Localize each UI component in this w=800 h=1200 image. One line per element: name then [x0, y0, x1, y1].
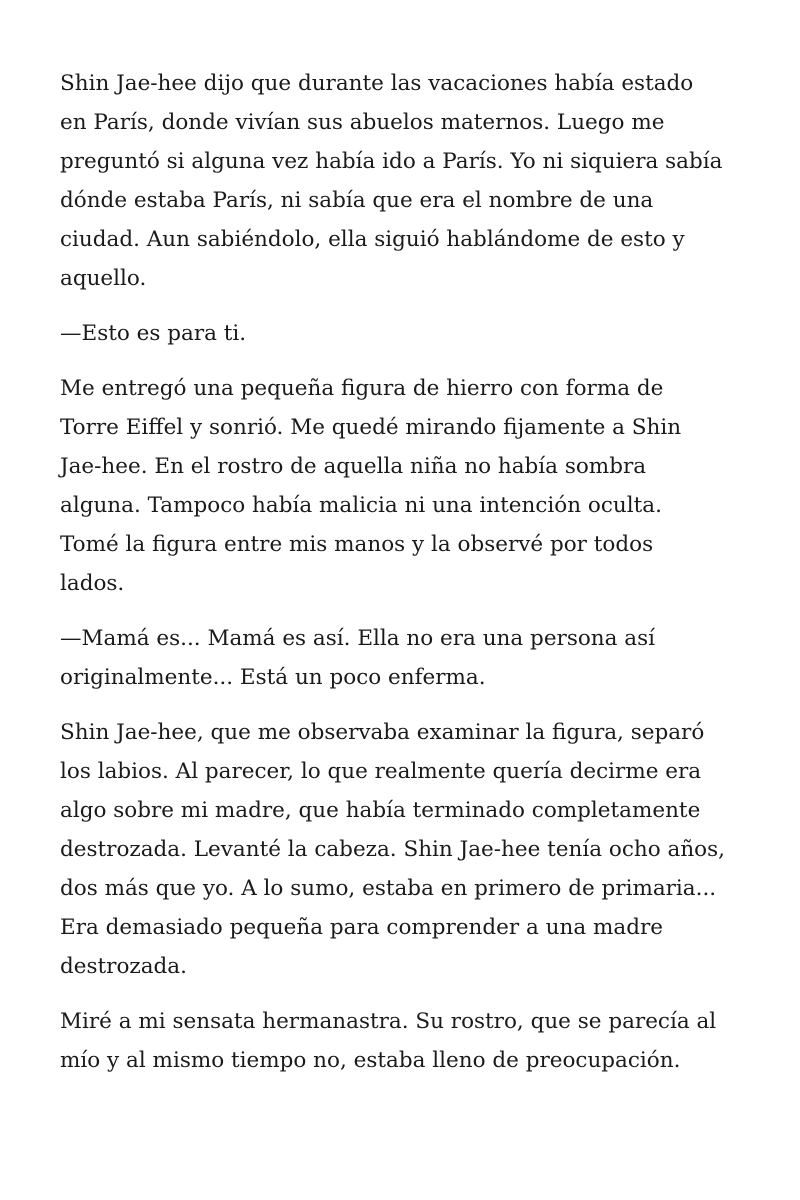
text-line: —Mamá es... Mamá es así. Ella no era una persona así: [60, 626, 656, 651]
text-line: Tomé la figura entre mis manos y la observé por todos: [60, 532, 654, 557]
text-line: Me entregó una pequeña figura de hierro con forma de: [60, 376, 664, 401]
text-line: destrozada. Levanté la cabeza. Shin Jae-hee tenía ocho años,: [60, 837, 725, 862]
text-line: aquello.: [60, 266, 147, 291]
text-line: dos más que yo. A lo sumo, estaba en primero de primaria...: [60, 876, 717, 901]
text-line: Era demasiado pequeña para comprender a una madre: [60, 915, 663, 940]
text-line: Shin Jae-hee, que me observaba examinar la figura, separó: [60, 720, 705, 745]
text-line: los labios. Al parecer, lo que realmente quería decirme era: [60, 759, 702, 784]
text-line: algo sobre mi madre, que había terminado completamente: [60, 798, 701, 823]
text-line: originalmente... Está un poco enferma.: [60, 665, 486, 690]
text-line: en París, donde vivían sus abuelos maternos. Luego me: [60, 110, 665, 135]
paragraph: [60, 713, 760, 986]
text-line: lados.: [60, 571, 125, 596]
text-line: preguntó si alguna vez había ido a París. Yo ni siquiera sabía: [60, 149, 723, 174]
paragraph: [60, 1002, 760, 1080]
text-line: Miré a mi sensata hermanastra. Su rostro, que se parecía al: [60, 1009, 717, 1034]
paragraph: [60, 314, 760, 353]
text-line: Jae-hee. En el rostro de aquella niña no había sombra: [60, 454, 647, 479]
paragraph: [60, 619, 760, 697]
paragraph: [60, 64, 760, 298]
text-line: Torre Eiffel y sonrió. Me quedé mirando fijamente a Shin: [60, 415, 682, 440]
text-line: —Esto es para ti.: [60, 321, 247, 346]
text-line: destrozada.: [60, 954, 187, 979]
text-line: Shin Jae-hee dijo que durante las vacaciones había estado: [60, 71, 694, 96]
text-line: ciudad. Aun sabiéndolo, ella siguió hablándome de esto y: [60, 227, 685, 252]
text-line: alguna. Tampoco había malicia ni una intención oculta.: [60, 493, 662, 518]
text-line: dónde estaba París, ni sabía que era el nombre de una: [60, 188, 654, 213]
book-page: [60, 64, 760, 1096]
paragraph: [60, 369, 760, 603]
text-line: mío y al mismo tiempo no, estaba lleno de preocupación.: [60, 1048, 681, 1073]
